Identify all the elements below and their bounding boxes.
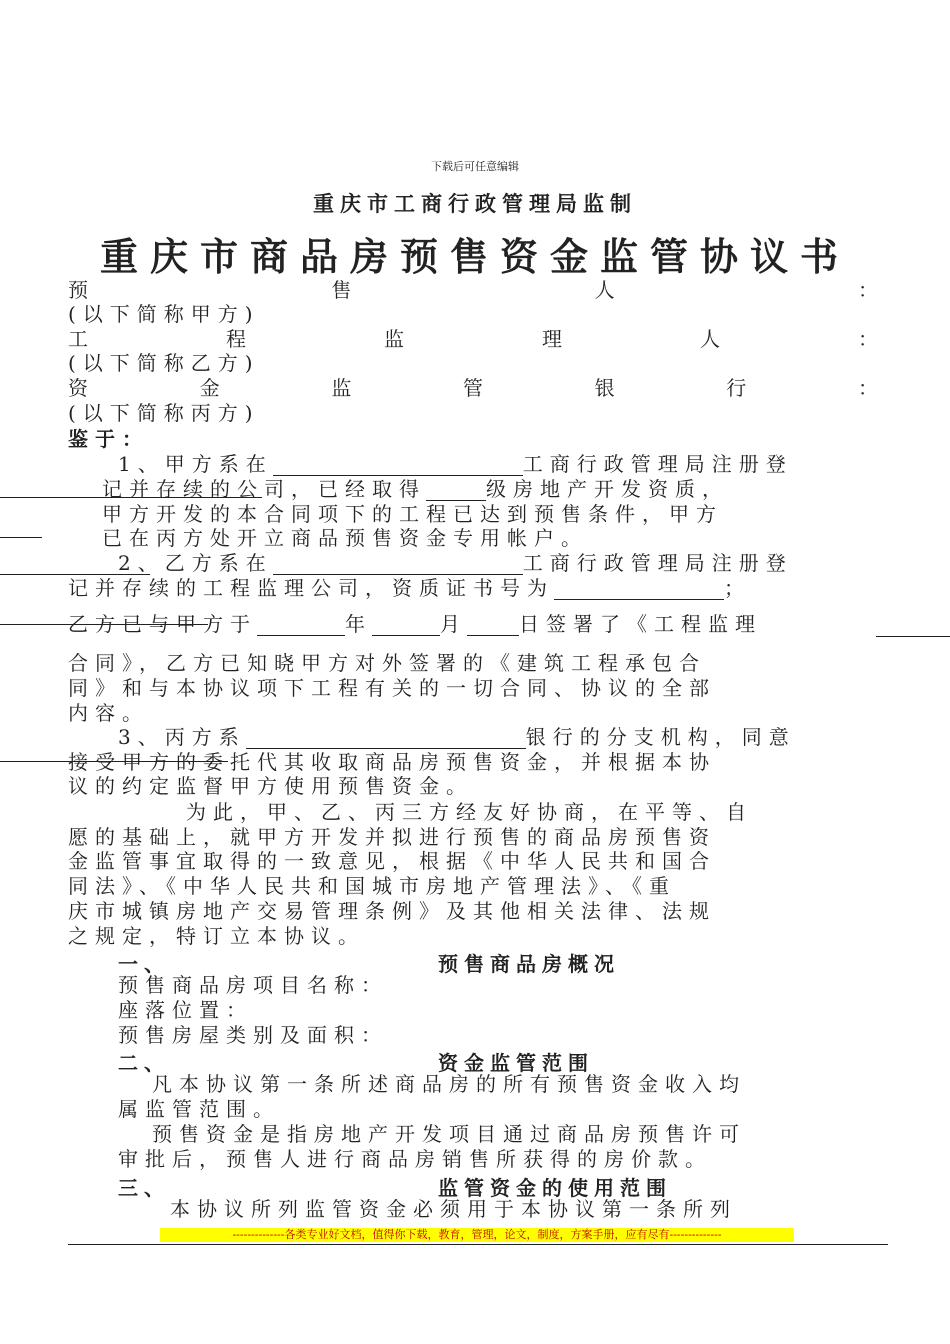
clause2-text: 记并存续的工程监理公司，资质证书号为 [68, 576, 554, 600]
clause1-text: 记并存续的公司，已经取得 [102, 477, 426, 501]
clause1-text: 工商行政管理局注册登 [522, 452, 793, 476]
party-bank-char: 监 [331, 376, 352, 400]
party-seller-char: 人 [594, 278, 615, 302]
section2-heading: 资金监管范围 [438, 1051, 594, 1075]
party-supervisor-char: 人 [700, 327, 720, 351]
supervisor-line: 重庆市工商行政管理局监制 [313, 192, 637, 216]
page-title: 重庆市商品房预售资金监管协议书 [99, 234, 850, 279]
clause3-line1 [118, 725, 796, 749]
clause2-line1 [118, 551, 793, 575]
section2-number: 二、 [118, 1051, 170, 1075]
clause2-text: 月 [440, 612, 467, 636]
clause3-line2: 接受甲方的委托代其收取商品房预售资金，并根据本协 [68, 750, 716, 774]
clause2-line6: 内容。 [68, 701, 149, 725]
blank-field[interactable] [273, 455, 523, 476]
party-supervisor-char: 理 [542, 327, 562, 351]
party-supervisor-char: 工 [68, 327, 88, 351]
clause3-text: 3、丙方系 [118, 725, 246, 749]
strike-line [876, 636, 950, 637]
section3-line: 本协议所列监管资金必须用于本协议第一条所列 [170, 1197, 737, 1221]
party-bank-char: 金 [199, 376, 220, 400]
party-seller-char: ： [857, 278, 878, 302]
header-note: 下载后可任意编辑 [431, 160, 519, 173]
section1-item: 座落位置： [118, 998, 253, 1022]
preamble-line: 愿的基础上，就甲方开发并拟进行预售的商品房预售资 [68, 825, 716, 849]
clause2-text: 乙方已与甲方于 [68, 612, 257, 636]
clause2-text: 年 [345, 612, 372, 636]
preamble-line: 之规定，特订立本协议。 [68, 924, 365, 948]
clause2-line3 [68, 612, 762, 636]
party-supervisor-row [68, 327, 878, 351]
clause3-line3: 议的约定监督甲方使用预售资金。 [68, 774, 473, 798]
blank-field[interactable] [426, 480, 486, 501]
party-seller-alias: (以下简称甲方) [68, 302, 260, 326]
preamble-line: 同法》、《中华人民共和国城市房地产管理法》、《重 [68, 874, 676, 898]
clause2-text: ； [724, 576, 751, 600]
party-bank-char: 管 [462, 376, 483, 400]
blank-field[interactable] [246, 728, 526, 749]
party-bank-char: 资 [68, 376, 88, 400]
party-bank-row [68, 376, 878, 400]
section1-item: 预售房屋类别及面积： [118, 1023, 388, 1047]
preamble-line: 庆市城镇房地产交易管理条例》及其他相关法律、法规 [68, 899, 716, 923]
section2-line: 属监管范围。 [118, 1097, 280, 1121]
section1-item: 预售商品房项目名称： [118, 973, 388, 997]
party-supervisor-alias: (以下简称乙方) [68, 351, 260, 375]
preamble-line: 金监管事宜取得的一致意见，根据《中华人民共和国合 [68, 849, 716, 873]
preamble-line: 为此，甲、乙、丙三方经友好协商，在平等、自 [186, 800, 753, 824]
clause2-text: 日签署了《工程监理 [519, 612, 762, 636]
section1-heading: 预售商品房概况 [438, 952, 620, 976]
whereas-label: 鉴于： [68, 427, 149, 451]
blank-field[interactable] [554, 579, 724, 600]
party-bank-char: 行 [726, 376, 747, 400]
party-seller-row [68, 278, 878, 302]
party-supervisor-char: ： [858, 327, 878, 351]
party-bank-char: 银 [594, 376, 615, 400]
clause1-line3: 甲方开发的本合同项下的工程已达到预售条件，甲方 [102, 502, 723, 526]
clause2-line2 [68, 576, 751, 600]
blank-field[interactable] [273, 554, 523, 575]
footer-banner: --------------各类专业好文档，值得你下载，教育，管理，论文，制度，方案手册，应有尽有-------------- [160, 1228, 794, 1242]
blank-field[interactable] [372, 615, 440, 636]
section2-line: 审批后，预售人进行商品房销售所获得的房价款。 [118, 1147, 712, 1171]
section1-number: 一、 [118, 952, 170, 976]
party-supervisor-char: 监 [384, 327, 404, 351]
strike-line [0, 537, 42, 538]
clause2-text: 2、乙方系在 [118, 551, 273, 575]
party-seller-char: 售 [331, 278, 352, 302]
party-bank-char: ： [857, 376, 878, 400]
clause2-text: 工商行政管理局注册登 [522, 551, 793, 575]
footer-rule [68, 1244, 888, 1245]
section3-number: 三、 [118, 1176, 170, 1200]
party-seller-char: 预 [68, 278, 88, 302]
party-bank-alias: (以下简称丙方) [68, 401, 260, 425]
clause1-text: 级房地产开发资质， [486, 477, 729, 501]
clause1-text: 1、甲方系在 [118, 452, 273, 476]
clause1-line4: 已在丙方处开立商品预售资金专用帐户。 [102, 526, 588, 550]
clause2-line5: 同》和与本协议项下工程有关的一切合同、协议的全部 [68, 676, 716, 700]
clause1-line2 [102, 477, 729, 501]
blank-field[interactable] [257, 615, 345, 636]
party-supervisor-char: 程 [226, 327, 246, 351]
blank-field[interactable] [467, 615, 519, 636]
section2-line: 预售资金是指房地产开发项目通过商品房预售许可 [152, 1122, 746, 1146]
section2-line: 凡本协议第一条所述商品房的所有预售资金收入均 [152, 1072, 746, 1096]
clause1-line1 [118, 452, 793, 476]
clause2-line4: 合同》，乙方已知晓甲方对外签署的《建筑工程承包合 [68, 651, 706, 675]
section3-heading: 监管资金的使用范围 [438, 1176, 672, 1200]
clause3-text: 银行的分支机构，同意 [525, 725, 796, 749]
